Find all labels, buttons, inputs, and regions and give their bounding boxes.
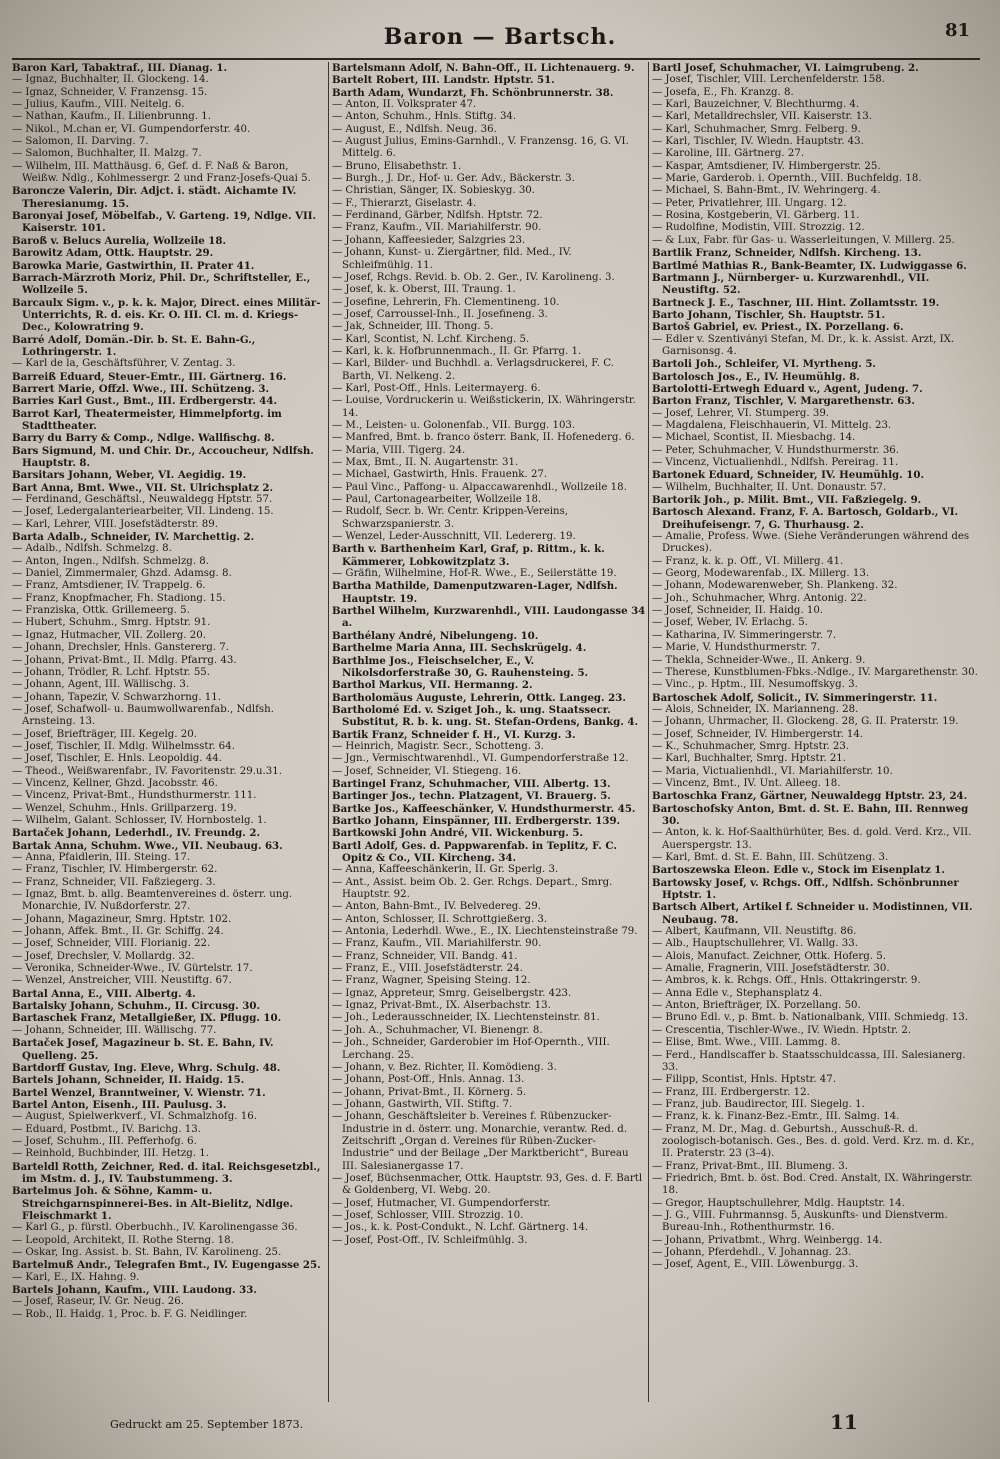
directory-entry: — J. G., VIII. Fuhrmannsg. 5, Auskunfts- und Dienstverm. Bureau-Inh., Rothenthurmstr. 16.	[652, 1209, 948, 1234]
directory-entry: — Josef, Schneider, IV. Himbergerstr. 14.	[652, 728, 864, 740]
directory-entry: — Josef, Tischler, E. Hnls. Leopoldig. 44.	[12, 753, 222, 765]
page-number: 81	[944, 20, 970, 41]
directory-entry: — Vincenz, Bmt., IV. Unt. Alleeg. 18.	[652, 777, 841, 789]
directory-entry: — Josef, Briefträger, III. Kegelg. 20.	[12, 728, 197, 740]
directory-entry: — Franz, E., VIII. Josefstädterstr. 24.	[332, 963, 523, 975]
directory-entry: Bartolotti-Ertwegh Eduard v., Agent, Judeng. 7.	[652, 382, 923, 395]
directory-entry: — August, Spielwerkverf., VI. Schmalzhofg. 16.	[12, 1111, 257, 1123]
directory-entry: — Vincenz, Victualienhdl., Ndlfsh. Pereirag. 11.	[652, 457, 899, 468]
directory-entry: Barsitars Johann, Weber, VI. Aegidig. 19.	[12, 469, 247, 482]
directory-entry: — Franziska, Ottk. Grillemeerg. 5.	[12, 605, 190, 617]
directory-entry: — Johann, Schneider, III. Wällischg. 77.	[12, 1024, 217, 1036]
directory-entry: Bartingel Franz, Schuhmacher, VIII. Albertg. 13.	[332, 777, 611, 790]
directory-entry: — Peter, Privatlehrer, III. Ungarg. 12.	[652, 197, 847, 209]
directory-entry: — Georg, Modewarenfab., IX. Millerg. 13.	[652, 568, 870, 580]
directory-entry: — Franz, Kaufm., VII. Mariahilferstr. 90.	[332, 938, 542, 950]
directory-entry: — Maria, Victualienhdl., VI. Mariahilferstr. 10.	[652, 765, 893, 777]
directory-entry: — Karl, Buchhalter, Smrg. Hptstr. 21.	[652, 753, 847, 765]
directory-entry: Baroncze Valerin, Dir. Adjct. i. städt. Aichamte IV. Theresianumg. 15.	[12, 185, 297, 210]
print-date: Gedruckt am 25. September 1873.	[110, 1418, 304, 1431]
directory-entry: — Josef, Ledergalanteriearbeiter, VII. Lindeng. 15.	[12, 506, 274, 518]
directory-entry: — Wenzel, Leder-Ausschnitt, VII. Ledererg. 19.	[332, 531, 576, 543]
directory-entry: — Karl, Schuhmacher, Smrg. Felberg. 9.	[652, 123, 861, 135]
directory-entry: — Anna Edle v., Stephansplatz 4.	[652, 987, 823, 999]
directory-entry: Bartel Anton, Eisenh., III. Paulusg. 3.	[12, 1098, 227, 1111]
directory-entry: — Karl, Bmt. d. St. E. Bahn, III. Schützeng. 3.	[652, 852, 889, 863]
directory-entry: — Johann, Trödler, R. Lchf. Hptstr. 55.	[12, 666, 211, 678]
directory-entry: — Ignaz, Privat-Bmt., IX. Alserbachstr. 13.	[332, 1000, 551, 1012]
directory-entry: — Jos., k. k. Post-Condukt., N. Lchf. Gärtnerg. 14.	[332, 1222, 589, 1234]
directory-entry: — Josef, Schuhm., III. Pefferhofg. 6.	[12, 1135, 197, 1147]
directory-entry: — Manfred, Bmt. b. franco österr. Bank, II. Hofenederg. 6.	[332, 432, 635, 444]
directory-entry: — Eduard, Postbmt., IV. Barichg. 13.	[12, 1123, 202, 1135]
directory-entry: — Alois, Manufact. Zeichner, Ottk. Hoferg. 5.	[652, 950, 886, 962]
directory-entry: Bartoszewska Eleon. Edle v., Stock im Eisenplatz 1.	[652, 864, 945, 877]
directory-entry: — Wilhelm, Galant. Schlosser, IV. Hornbostelg. 1.	[12, 814, 267, 826]
directory-entry: — Franz, Schneider, VII. Bandg. 41.	[332, 950, 518, 962]
directory-entry: — Ant., Assist. beim Ob. 2. Ger. Rchgs. Depart., Smrg. Hauptstr. 92.	[332, 876, 613, 901]
directory-entry: Bartorik Joh., p. Milit. Bmt., VII. Faßziegelg. 9.	[652, 494, 922, 507]
column-separator	[648, 62, 649, 1402]
directory-entry: — Ignaz, Hutmacher, VII. Zollerg. 20.	[12, 629, 206, 641]
directory-entry: — Rob., II. Haidg. 1, Proc. b. F. G. Neidlinger.	[12, 1308, 248, 1320]
directory-entry: — Franz, Tischler, IV. Himbergerstr. 62.	[12, 864, 218, 876]
directory-entry: — Friedrich, Bmt. b. öst. Bod. Cred. Anstalt, IX. Währingerstr. 18.	[652, 1172, 973, 1197]
directory-entry: Bartneck J. E., Taschner, III. Hint. Zollamtsstr. 19.	[652, 296, 940, 309]
directory-entry: — Franz, k. k. Finanz-Bez.-Emtr., III. Salmg. 14.	[652, 1111, 900, 1123]
column-3	[652, 62, 978, 1402]
directory-entry: Barowka Marie, Gastwirthin, II. Prater 41.	[12, 259, 255, 272]
directory-entry: — Elise, Bmt. Wwe., VIII. Lammg. 8.	[652, 1037, 841, 1049]
directory-entry: — Josefa, E., Fh. Kranzg. 8.	[652, 86, 794, 98]
directory-entry: — Ignaz, Buchhalter, II. Glockeng. 14.	[12, 74, 209, 86]
directory-entry: Bars Sigmund, M. und Chir. Dr., Accoucheur, Ndlfsh. Hauptstr. 8.	[12, 444, 314, 469]
directory-entry: Bartinger Jos., techn. Platzagent, VI. Brauerg. 5.	[332, 790, 611, 803]
directory-entry: Bartelt Robert, III. Landstr. Hptstr. 51.	[332, 74, 555, 87]
directory-entry: — Albert, Kaufmann, VII. Neustiftg. 86.	[652, 926, 857, 938]
page-header	[0, 20, 1000, 60]
directory-entry: — Karl, E., IX. Hahng. 9.	[12, 1271, 140, 1283]
directory-entry: Bartaschek Franz, Metallgießer, IX. Pflugg. 10.	[12, 1012, 282, 1025]
column-separator	[328, 62, 329, 1402]
directory-entry: Bartalsky Johann, Schuhm., II. Circusg. 30.	[12, 1000, 261, 1013]
directory-entry: Bartaček Johann, Lederhdl., IV. Freundg. 2.	[12, 827, 261, 840]
directory-entry: — Julius, Kaufm., VIII. Neitelg. 6.	[12, 99, 185, 111]
directory-entry: — Anna, Kaffeeschänkerin, II. Gr. Sperlg. 3.	[332, 864, 559, 876]
directory-entry: — Josef, Büchsenmacher, Ottk. Hauptstr. 93, Ges. d. F. Bartl & Goldenberg, VI. Webg. 20.	[332, 1172, 643, 1197]
directory-entry: — Amalie, Profess. Wwe. (Siehe Veränderungen während des Druckes).	[652, 531, 970, 555]
directory-entry: — Franz, jub. Baudirector, III. Siegelg. 1.	[652, 1098, 865, 1110]
directory-entry: — Karl, Tischler, IV. Wiedn. Hauptstr. 43.	[652, 136, 864, 148]
directory-entry: — Heinrich, Magistr. Secr., Schotteng. 3.	[332, 740, 544, 752]
directory-entry: — Karl, Post-Off., Hnls. Leitermayerg. 6.	[332, 382, 541, 394]
directory-entry: Bartelmus Joh. & Söhne, Kamm- u. Streichgarnspinnerei-Bes. in Alt-Bielitz, Ndlge. Fleischmarkt 1.	[12, 1185, 294, 1222]
directory-entry: — Franz, Wagner, Speising Steing. 12.	[332, 975, 531, 987]
directory-entry: — Alb., Hauptschullehrer, VI. Wallg. 33.	[652, 938, 858, 950]
directory-entry: — Johann, Privatbmt., Whrg. Weinbergg. 14.	[652, 1234, 883, 1246]
directory-entry: Baronyai Josef, Möbelfab., V. Garteng. 19, Ndlge. VII. Kaiserstr. 101.	[12, 210, 317, 235]
directory-entry: Bartsch Albert, Artikel f. Schneider u. Modistinnen, VII. Neubaug. 78.	[652, 901, 973, 926]
directory-entry: Bartholomé Ed. v. Sziget Joh., k. ung. Staatssecr. Substitut, R. b. k. ung. St. Stefan-Ordens, Bankg. 4.	[332, 703, 638, 729]
directory-entry: — Franz, Kaufm., VII. Mariahilferstr. 90.	[332, 222, 542, 234]
directory-entry: Bartel Wenzel, Branntweiner, V. Wienstr. 71.	[12, 1086, 266, 1099]
directory-entry: Bartoš Gabriel, ev. Priest., IX. Porzellang. 6.	[652, 321, 904, 334]
directory-entry: — Johann, Modewarenweber, Sh. Plankeng. 32.	[652, 580, 898, 592]
directory-entry: Bartoschka Franz, Gärtner, Neuwaldegg Hptstr. 23, 24.	[652, 790, 968, 803]
directory-entry: — Karl de la, Geschäftsführer, V. Zentag. 3.	[12, 358, 236, 370]
directory-entry: — Karl, k. k. Hofbrunnenmach., II. Gr. Pfarrg. 1.	[332, 345, 582, 357]
directory-entry: — Johann, Magazineur, Smrg. Hptstr. 102.	[12, 913, 232, 925]
directory-entry: — Rosina, Kostgeberin, VI. Gärberg. 11.	[652, 210, 860, 222]
directory-entry: — Josef, Rchgs. Revid. b. Ob. 2. Ger., IV. Karolineng. 3.	[332, 271, 615, 283]
directory-entry: Bartowsky Josef, v. Rchgs. Off., Ndlfsh. Schönbrunner Hptstr. 1.	[652, 876, 959, 902]
directory-entry: — Wilhelm, III. Matthäusg. 6, Gef. d. F. Naß & Baron, Weißw. Ndlg., Kohlmessergr. 2 und Franz-Josefs-Quai 5.	[12, 160, 311, 185]
directory-entry: Barries Karl Gust., Bmt., III. Erdbergerstr. 44.	[12, 395, 278, 408]
directory-entry: — Anton, II. Volksprater 47.	[332, 99, 477, 111]
directory-entry: — Maria, VIII. Tigerg. 24.	[332, 444, 466, 456]
directory-entry: — August Julius, Emins-Garnhdl., V. Franzensg. 16, G. VI. Mittelg. 6.	[332, 136, 629, 160]
directory-entry: — M., Leisten- u. Golonenfab., VII. Burgg. 103.	[332, 419, 576, 431]
directory-entry: — Michael, S. Bahn-Bmt., IV. Wehringerg. 4.	[652, 185, 881, 197]
directory-entry: — Franz, Schneider, VII. Faßziegerg. 3.	[12, 876, 216, 888]
directory-entry: — Gräfin, Wilhelmine, Hof-R. Wwe., E., Seilerstätte 19.	[332, 568, 617, 580]
directory-entry: Barton Franz, Tischler, V. Margarethenstr. 63.	[652, 395, 915, 408]
directory-entry: — Edler v. Szentiványi Stefan, M. Dr., k. k. Assist. Arzt, IX. Garnisonsg. 4.	[652, 333, 955, 357]
directory-entry: — Christian, Sänger, IX. Sobieskyg. 30.	[332, 185, 536, 197]
directory-entry: — Johann, Kaffeesieder, Salzgries 23.	[332, 234, 526, 246]
directory-entry: Bartosch Alexand. Franz, F. A. Bartosch, Goldarb., VI. Dreihufeisengr. 7, G. Thurhausg. 2.	[652, 506, 959, 531]
directory-entry: — Ignaz, Bmt. b. allg. Beamtenvereines d. österr. ung. Monarchie, IV. Nußdorferstr. 27.	[12, 889, 293, 913]
directory-entry: — K., Schuhmacher, Smrg. Hptstr. 23.	[652, 740, 850, 752]
directory-entry: — Anton, Schuhm., Hnls. Stiftg. 34.	[332, 111, 517, 123]
directory-entry: — F., Thierarzt, Giselastr. 4.	[332, 197, 477, 209]
directory-entry: — Thekla, Schneider-Wwe., II. Ankerg. 9.	[652, 654, 866, 666]
directory-entry: Bartak Anna, Schuhm. Wwe., VII. Neubaug. 63.	[12, 839, 283, 852]
directory-entry: — Joh., Schneider, Garderobier im Hof-Opernth., VIII. Lerchang. 25.	[332, 1037, 610, 1061]
directory-entry: — Max, Bmt., II. N. Augartenstr. 31.	[332, 457, 519, 468]
directory-entry: — Wenzel, Schuhm., Hnls. Grillparzerg. 19.	[12, 802, 237, 814]
directory-entry: — Johann, Tapezir, V. Schwarzhorng. 11.	[12, 691, 222, 703]
directory-entry: — Marie, Garderob. i. Opernth., VIII. Buchfeldg. 18.	[652, 173, 922, 185]
directory-entry: — Johann, Privat-Bmt., II. Mdlg. Pfarrg. 43.	[12, 654, 237, 666]
directory-entry: — Gregor, Hauptschullehrer, Mdlg. Hauptstr. 14.	[652, 1197, 905, 1209]
directory-entry: — Josef, k. k. Oberst, III. Traung. 1.	[332, 284, 516, 296]
directory-entry: — Wenzel, Anstreicher, VIII. Neustiftg. 67.	[12, 975, 232, 987]
directory-entry: — Anton, k. k. Hof-Saalthürhüter, Bes. d. gold. Verd. Krz., VII. Auerspergstr. 13.	[652, 827, 972, 851]
directory-entry: — Johann, Post-Off., Hnls. Annag. 13.	[332, 1074, 525, 1086]
directory-entry: — Rudolfine, Modistin, VIII. Strozzig. 12.	[652, 222, 865, 234]
directory-entry: — Anton, Ingen., Ndlfsh. Schmelzg. 8.	[12, 555, 210, 567]
directory-entry: — Josef, Schneider, VIII. Florianig. 22.	[12, 938, 211, 950]
directory-entry: — Katharina, IV. Simmeringerstr. 7.	[652, 629, 837, 641]
directory-entry: — Franz, k. k. p. Off., VI. Millerg. 41.	[652, 555, 844, 567]
directory-entry: — Oskar, Ing. Assist. b. St. Bahn, IV. Karolineng. 25.	[12, 1247, 282, 1258]
directory-entry: — Josef, Schlosser, VIII. Strozzig. 10.	[332, 1209, 524, 1221]
directory-entry: — Ignaz, Appreteur, Smrg. Geiselbergstr. 423.	[332, 987, 572, 999]
directory-entry: — Leopold, Architekt, II. Rothe Sterng. 18.	[12, 1234, 234, 1246]
directory-entry: — Vinc., p. Hptm., III. Nesumoffskyg. 3.	[652, 679, 858, 691]
directory-entry: — Johann, Pferdehdl., V. Johannag. 23.	[652, 1247, 852, 1258]
directory-entry: Barowitz Adam, Ottk. Hauptstr. 29.	[12, 247, 214, 260]
directory-entry: — Bruno, Elisabethstr. 1.	[332, 160, 462, 172]
directory-entry: — Karl, Bauzeichner, V. Blechthurmg. 4.	[652, 99, 860, 111]
directory-entry: Bartl Josef, Schuhmacher, VI. Laimgrubeng. 2.	[652, 62, 919, 74]
directory-entry: — Nikol., M.chan er, VI. Gumpendorferstr. 40.	[12, 123, 251, 135]
directory-entry: Bartelmuß Andr., Telegrafen Bmt., IV. Eugengasse 25.	[12, 1259, 321, 1272]
directory-entry: Barrot Karl, Theatermeister, Himmelpfortg. im Stadttheater.	[12, 407, 282, 432]
directory-entry: — Crescentia, Tischler-Wwe., IV. Wiedn. Hptstr. 2.	[652, 1024, 912, 1036]
directory-entry: Barthol Markus, VII. Hermanng. 2.	[332, 679, 533, 692]
directory-entry: — Jak, Schneider, III. Thong. 5.	[332, 321, 494, 333]
directory-entry: Bartkowski John André, VII. Wickenburg. 5.	[332, 827, 584, 840]
directory-entry: — Karoline, III. Gärtnerg. 27.	[652, 148, 805, 160]
directory-entry: — Johann, Affek. Bmt., II. Gr. Schiffg. 24.	[12, 926, 224, 938]
directory-entry: — Amalie, Fragnerin, VIII. Josefstädterstr. 30.	[652, 963, 890, 975]
directory-entry: — Josef, Schafwoll- u. Baumwollwarenfab., Ndlfsh. Arnsteing. 13.	[12, 703, 274, 728]
directory-entry: Bartdorff Gustav, Ing. Eleve, Whrg. Schulg. 48.	[12, 1061, 281, 1074]
directory-entry: — Johann, Uhrmacher, II. Glockeng. 28, G. II. Praterstr. 19.	[652, 716, 959, 728]
directory-entry: — Josef, Hutmacher, VI. Gumpendorferstr.	[332, 1197, 551, 1209]
column-1	[12, 62, 326, 1402]
directory-entry: — Johann, v. Bez. Richter, II. Komödieng. 3.	[332, 1061, 557, 1073]
directory-entry: — Josef, Carroussel-Inh., II. Josefineng. 3.	[332, 308, 548, 320]
directory-entry: Barth v. Barthenheim Karl, Graf, p. Rittm., k. k. Kämmerer, Lobkowitzplatz 3.	[332, 543, 605, 568]
directory-entry: Barthélany André, Nibelungeng. 10.	[332, 629, 539, 642]
directory-entry: Bartoschek Adolf, Solicit., IV. Simmeringerstr. 11.	[652, 691, 938, 704]
directory-entry: Bartels Johann, Schneider, II. Haidg. 15.	[12, 1074, 245, 1087]
directory-entry: — Reinhold, Buchbinder, III. Hetzg. 1.	[12, 1148, 209, 1160]
directory-entry: — Bruno Edl. v., p. Bmt. b. Nationalbank, VIII. Schmiedg. 13.	[652, 1012, 968, 1024]
directory-entry: — Wilhelm, Buchhalter, II. Unt. Donaustr. 57.	[652, 481, 887, 493]
directory-entry: — Karl, Scontist, N. Lchf. Kircheng. 5.	[332, 333, 530, 345]
directory-entry: — Anna, Pfaidlerin, III. Steing. 17.	[12, 852, 191, 863]
directory-entry: — Ferd., Handlscaffer b. Staatsschuldcassa, III. Salesianerg. 33.	[652, 1049, 966, 1073]
directory-entry: — Joh., Schuhmacher, Whrg. Antonig. 22.	[652, 592, 867, 604]
directory-entry: — Johann, Kunst- u. Ziergärtner, fild. Med., IV. Schleifmühlg. 11.	[332, 247, 572, 271]
directory-entry: — Josef, Weber, IV. Erlachg. 5.	[652, 617, 808, 629]
directory-entry: — Theod., Weißwarenfabr., IV. Favoritenstr. 29.u.31.	[12, 765, 282, 777]
directory-entry: Bartels Johann, Kaufm., VIII. Laudong. 33.	[12, 1284, 257, 1297]
directory-entry: — Franz, M. Dr., Mag. d. Geburtsh., Ausschuß-R. d. zoologisch-botanisch. Ges., Bes. d. gold. Verd. Krz. m. d. Kr., II. Praterstr. 23 (3–4).	[652, 1123, 975, 1160]
directory-entry: — Michael, Scontist, II. Miesbachg. 14.	[652, 432, 856, 444]
directory-entry: — Therese, Kunstblumen-Fbks.-Ndlge., IV. Margarethenstr. 30.	[652, 666, 978, 678]
directory-entry: — Daniel, Zimmermaler, Ghzd. Adamsg. 8.	[12, 568, 232, 580]
directory-entry: Barthlme Jos., Fleischselcher, E., V. Nikolsdorferstraße 30, G. Rauhensteing. 5.	[332, 654, 589, 679]
directory-entry: — Josef, Drechsler, V. Mollardg. 32.	[12, 950, 195, 962]
directory-entry: — Johann, Gastwirth, VII. Stiftg. 7.	[332, 1098, 513, 1110]
directory-entry: Barrert Marie, Offzl. Wwe., III. Schützeng. 3.	[12, 382, 270, 395]
directory-entry: Bartholomäus Auguste, Lehrerin, Ottk. Langeg. 23.	[332, 691, 626, 704]
directory-entry: — Salomon, Buchhalter, II. Malzg. 7.	[12, 148, 202, 160]
directory-entry: — Ignaz, Schneider, V. Franzensg. 15.	[12, 86, 208, 98]
directory-entry: — Nathan, Kaufm., II. Lilienbrunng. 1.	[12, 111, 212, 123]
directory-entry: — Josef, Raseur, IV. Gr. Neug. 26.	[12, 1296, 184, 1308]
directory-entry: — Ferdinand, Geschäftsl., Neuwaldegg Hptstr. 57.	[12, 494, 273, 506]
directory-entry: Bartlik Franz, Schneider, Ndlfsh. Kircheng. 13.	[652, 247, 922, 260]
directory-entry: — Vincenz, Privat-Bmt., Hundsthurmerstr. 111.	[12, 790, 257, 802]
directory-entry: — Johann, Drechsler, Hnls. Ganstererg. 7.	[12, 642, 229, 654]
directory-entry: — Antonia, Lederhdl. Wwe., E., IX. Liechtensteinstraße 79.	[332, 926, 638, 938]
directory-entry: — Marie, V. Hundsthurmerstr. 7.	[652, 642, 821, 654]
directory-entry: — Josefine, Lehrerin, Fh. Clementineng. 10.	[332, 296, 560, 308]
directory-entry: Bartonek Eduard, Schneider, IV. Heumühlg. 10.	[652, 469, 925, 482]
directory-entry: Bartl Adolf, Ges. d. Pappwarenfab. in Teplitz, F. C. Opitz & Co., VII. Kircheng. 34.	[332, 839, 617, 864]
directory-entry: Bartoli Joh., Schleifer, VI. Myrtheng. 5.	[652, 358, 876, 371]
directory-entry: Barré Adolf, Domän.-Dir. b. St. E. Bahn-G., Lothringerstr. 1.	[12, 333, 256, 358]
directory-entry: — Johann, Privat-Bmt., II. Körnerg. 5.	[332, 1086, 527, 1098]
directory-entry: Bartke Jos., Kaffeeschänker, V. Hundsthurmerstr. 45.	[332, 802, 636, 815]
directory-entry: Bartmann J., Nürnberger- u. Kurzwarenhdl., VII. Neustiftg. 52.	[652, 271, 930, 297]
directory-entry: — Franz, III. Erdbergerstr. 12.	[652, 1086, 810, 1098]
directory-entry: — & Lux, Fabr. für Gas- u. Wasserleitungen, V. Millerg. 25.	[652, 234, 955, 246]
directory-entry: — Johann, Agent, III. Wällischg. 3.	[12, 679, 190, 691]
directory-entry: — Adalb., Ndlfsh. Schmelzg. 8.	[12, 543, 172, 555]
directory-entry: — Franz, Knopfmacher, Fh. Stadiong. 15.	[12, 592, 226, 604]
directory-entry: Barrach-Märzroth Moriz, Phil. Dr., Schriftsteller, E., Wollzeile 5.	[12, 271, 311, 297]
columns	[12, 62, 980, 1402]
directory-entry: — Ferdinand, Gärber, Ndlfsh. Hptstr. 72.	[332, 210, 543, 222]
directory-entry: — Paul Vinc., Paffong- u. Alpaccawarenhdl., Wollzeile 18.	[332, 481, 627, 493]
directory-entry: — Karl G., p. fürstl. Oberbuchh., IV. Karolinengasse 36.	[12, 1222, 298, 1234]
directory-entry: — Josef, Post-Off., IV. Schleifmühlg. 3.	[332, 1234, 528, 1246]
directory-entry: Bart Anna, Bmt. Wwe., VII. St. Ulrichsplatz 2.	[12, 481, 274, 494]
directory-entry: — Anton, Briefträger, IX. Porzellang. 50.	[652, 1000, 861, 1012]
directory-entry: — Kaspar, Amtsdiener, IV. Himbergerstr. 25.	[652, 160, 881, 172]
directory-entry: — Magdalena, Fleischhauerin, VI. Mittelg. 23.	[652, 419, 892, 431]
directory-entry: Bartoschofsky Anton, Bmt. d. St. E. Bahn, III. Rennweg 30.	[652, 802, 969, 827]
directory-entry: Barth Adam, Wundarzt, Fh. Schönbrunnerstr. 38.	[332, 86, 614, 99]
directory-entry: — Josef, Lehrer, VI. Stumperg. 39.	[652, 407, 830, 419]
directory-entry: Barteldl Rotth, Zeichner, Red. d. ital. Reichsgesetzbl., im Mstm. d. J., IV. Taubstummeng. 3.	[12, 1160, 321, 1185]
directory-entry: — Michael, Gastwirth, Hnls. Frauenk. 27.	[332, 469, 548, 481]
directory-entry: Bartelsmann Adolf, N. Bahn-Off., II. Lichtenauerg. 9.	[332, 62, 635, 74]
directory-entry: Baroß v. Belucs Aurelia, Wollzeile 18.	[12, 234, 226, 247]
directory-entry: — Peter, Schuhmacher, V. Hundsthurmerstr. 36.	[652, 444, 900, 456]
directory-entry: — August, E., Ndlfsh. Neug. 36.	[332, 123, 497, 135]
directory-entry: Bartaček Josef, Magazineur b. St. E. Bahn, IV. Quelleng. 25.	[12, 1037, 274, 1062]
directory-entry: Barreiß Eduard, Steuer-Emtr., III. Gärtnerg. 16.	[12, 370, 287, 383]
directory-entry: Bartik Franz, Schneider f. H., VI. Kurzg. 3.	[332, 728, 576, 741]
directory-entry: — Ambros, k. k. Rchgs. Off., Hnls. Ottakringerstr. 9.	[652, 975, 921, 987]
directory-entry: — Paul, Cartonagearbeiter, Wollzeile 18.	[332, 494, 542, 506]
directory-entry: — Josef, Tischler, VIII. Lerchenfelderstr. 158.	[652, 74, 885, 86]
directory-entry: Barthelme Maria Anna, III. Sechskrügelg. 4.	[332, 642, 587, 655]
directory-entry: — Filipp, Scontist, Hnls. Hptstr. 47.	[652, 1074, 836, 1086]
directory-entry: — Franz, Amtsdiener, IV. Trappelg. 6.	[12, 580, 206, 592]
directory-entry: Bartolosch Jos., E., IV. Heumühlg. 8.	[652, 370, 860, 383]
directory-entry: — Anton, Bahn-Bmt., IV. Belvedereg. 29.	[332, 901, 541, 913]
directory-entry: — Alois, Schneider, IX. Marianneng. 28.	[652, 703, 859, 715]
column-2	[332, 62, 646, 1402]
directory-entry: Bartha Mathilde, Damenputzwaren-Lager, Ndlfsh. Hauptstr. 19.	[332, 580, 618, 605]
directory-entry: — Anton, Schlosser, II. Schrottgießerg. 3.	[332, 913, 548, 925]
running-head: Baron — Bartsch.	[383, 24, 617, 50]
directory-entry: Barcaulx Sigm. v., p. k. k. Major, Direct. eines Militär-Unterrichts, R. d. eis. Kr. O. III. Cl. m. d. Kriegs-Dec., Kolowratring 9.	[12, 296, 321, 334]
directory-entry: Bartlmé Mathias R., Bank-Beamter, IX. Ludwiggasse 6.	[652, 259, 967, 272]
directory-entry: — Veronika, Schneider-Wwe., IV. Gürtelstr. 17.	[12, 963, 253, 975]
directory-entry: Bartko Johann, Einspänner, III. Erdbergerstr. 139.	[332, 814, 621, 827]
directory-entry: — Josef, Agent, E., VIII. Löwenburgg. 3.	[652, 1259, 859, 1271]
directory-entry: — Joh., Lederausschneider, IX. Liechtensteinstr. 81.	[332, 1012, 600, 1024]
directory-entry: — Jgn., Vermischtwarenhdl., VI. Gumpendorferstraße 12.	[332, 753, 629, 765]
directory-entry: — Hubert, Schuhm., Smrg. Hptstr. 91.	[12, 617, 211, 629]
directory-entry: — Salomon, II. Darving. 7.	[12, 136, 149, 148]
directory-entry: — Josef, Tischler, II. Mdlg. Wilhelmsstr. 64.	[12, 740, 235, 752]
directory-entry: — Louise, Vordruckerin u. Weißstickerin, IX. Währingerstr. 14.	[332, 395, 636, 419]
sheet-number: 11	[830, 1410, 858, 1434]
directory-entry: — Josef, Schneider, VI. Stiegeng. 16.	[332, 765, 522, 777]
directory-entry: Barto Johann, Tischler, Sh. Hauptstr. 51.	[652, 308, 886, 321]
directory-entry: — Rudolf, Secr. b. Wr. Centr. Krippen-Vereins, Schwarzspanierstr. 3.	[332, 506, 569, 530]
directory-entry: — Karl, Lehrer, VIII. Josefstädterstr. 89.	[12, 518, 219, 530]
directory-entry: Barry du Barry & Comp., Ndlge. Wallfischg. 8.	[12, 432, 275, 445]
directory-entry: — Franz, Privat-Bmt., III. Blumeng. 3.	[652, 1160, 848, 1172]
directory-entry: — Vincenz, Kellner, Ghzd. Jacobsstr. 46.	[12, 777, 218, 789]
directory-entry: — Johann, Geschäftsleiter b. Vereines f. Rübenzucker-Industrie in d. österr. ung. Monarchie, verantw. Red. d. Zeitschrift „Organ d. Vereines für Rüben-Zucker-Industrie“ und der Beilage „Der Marktbericht“, Bureau III. Salesianergasse 17.	[332, 1111, 629, 1172]
header-rule	[12, 58, 980, 60]
directory-entry: — Josef, Schneider, II. Haidg. 10.	[652, 605, 824, 617]
directory-entry: — Karl, Bilder- und Buchhdl. a. Verlagsdruckerei, F. C. Barth, VI. Nelkeng. 2.	[332, 358, 614, 382]
directory-entry: — Karl, Metalldrechsler, VII. Kaiserstr. 13.	[652, 111, 872, 123]
directory-entry: — Burgh., J. Dr., Hof- u. Ger. Adv., Bäckerstr. 3.	[332, 173, 575, 185]
directory-entry: Barthel Wilhelm, Kurzwarenhdl., VIII. Laudongasse 34 a.	[332, 605, 646, 630]
directory-entry: — Joh. A., Schuhmacher, VI. Bienengr. 8.	[332, 1024, 543, 1036]
directory-entry: Bartal Anna, E., VIII. Albertg. 4.	[12, 987, 196, 1000]
directory-entry: Barta Adalb., Schneider, IV. Marchettig. 2.	[12, 531, 255, 544]
directory-entry: Baron Karl, Tabaktraf., III. Dianag. 1.	[12, 62, 227, 74]
